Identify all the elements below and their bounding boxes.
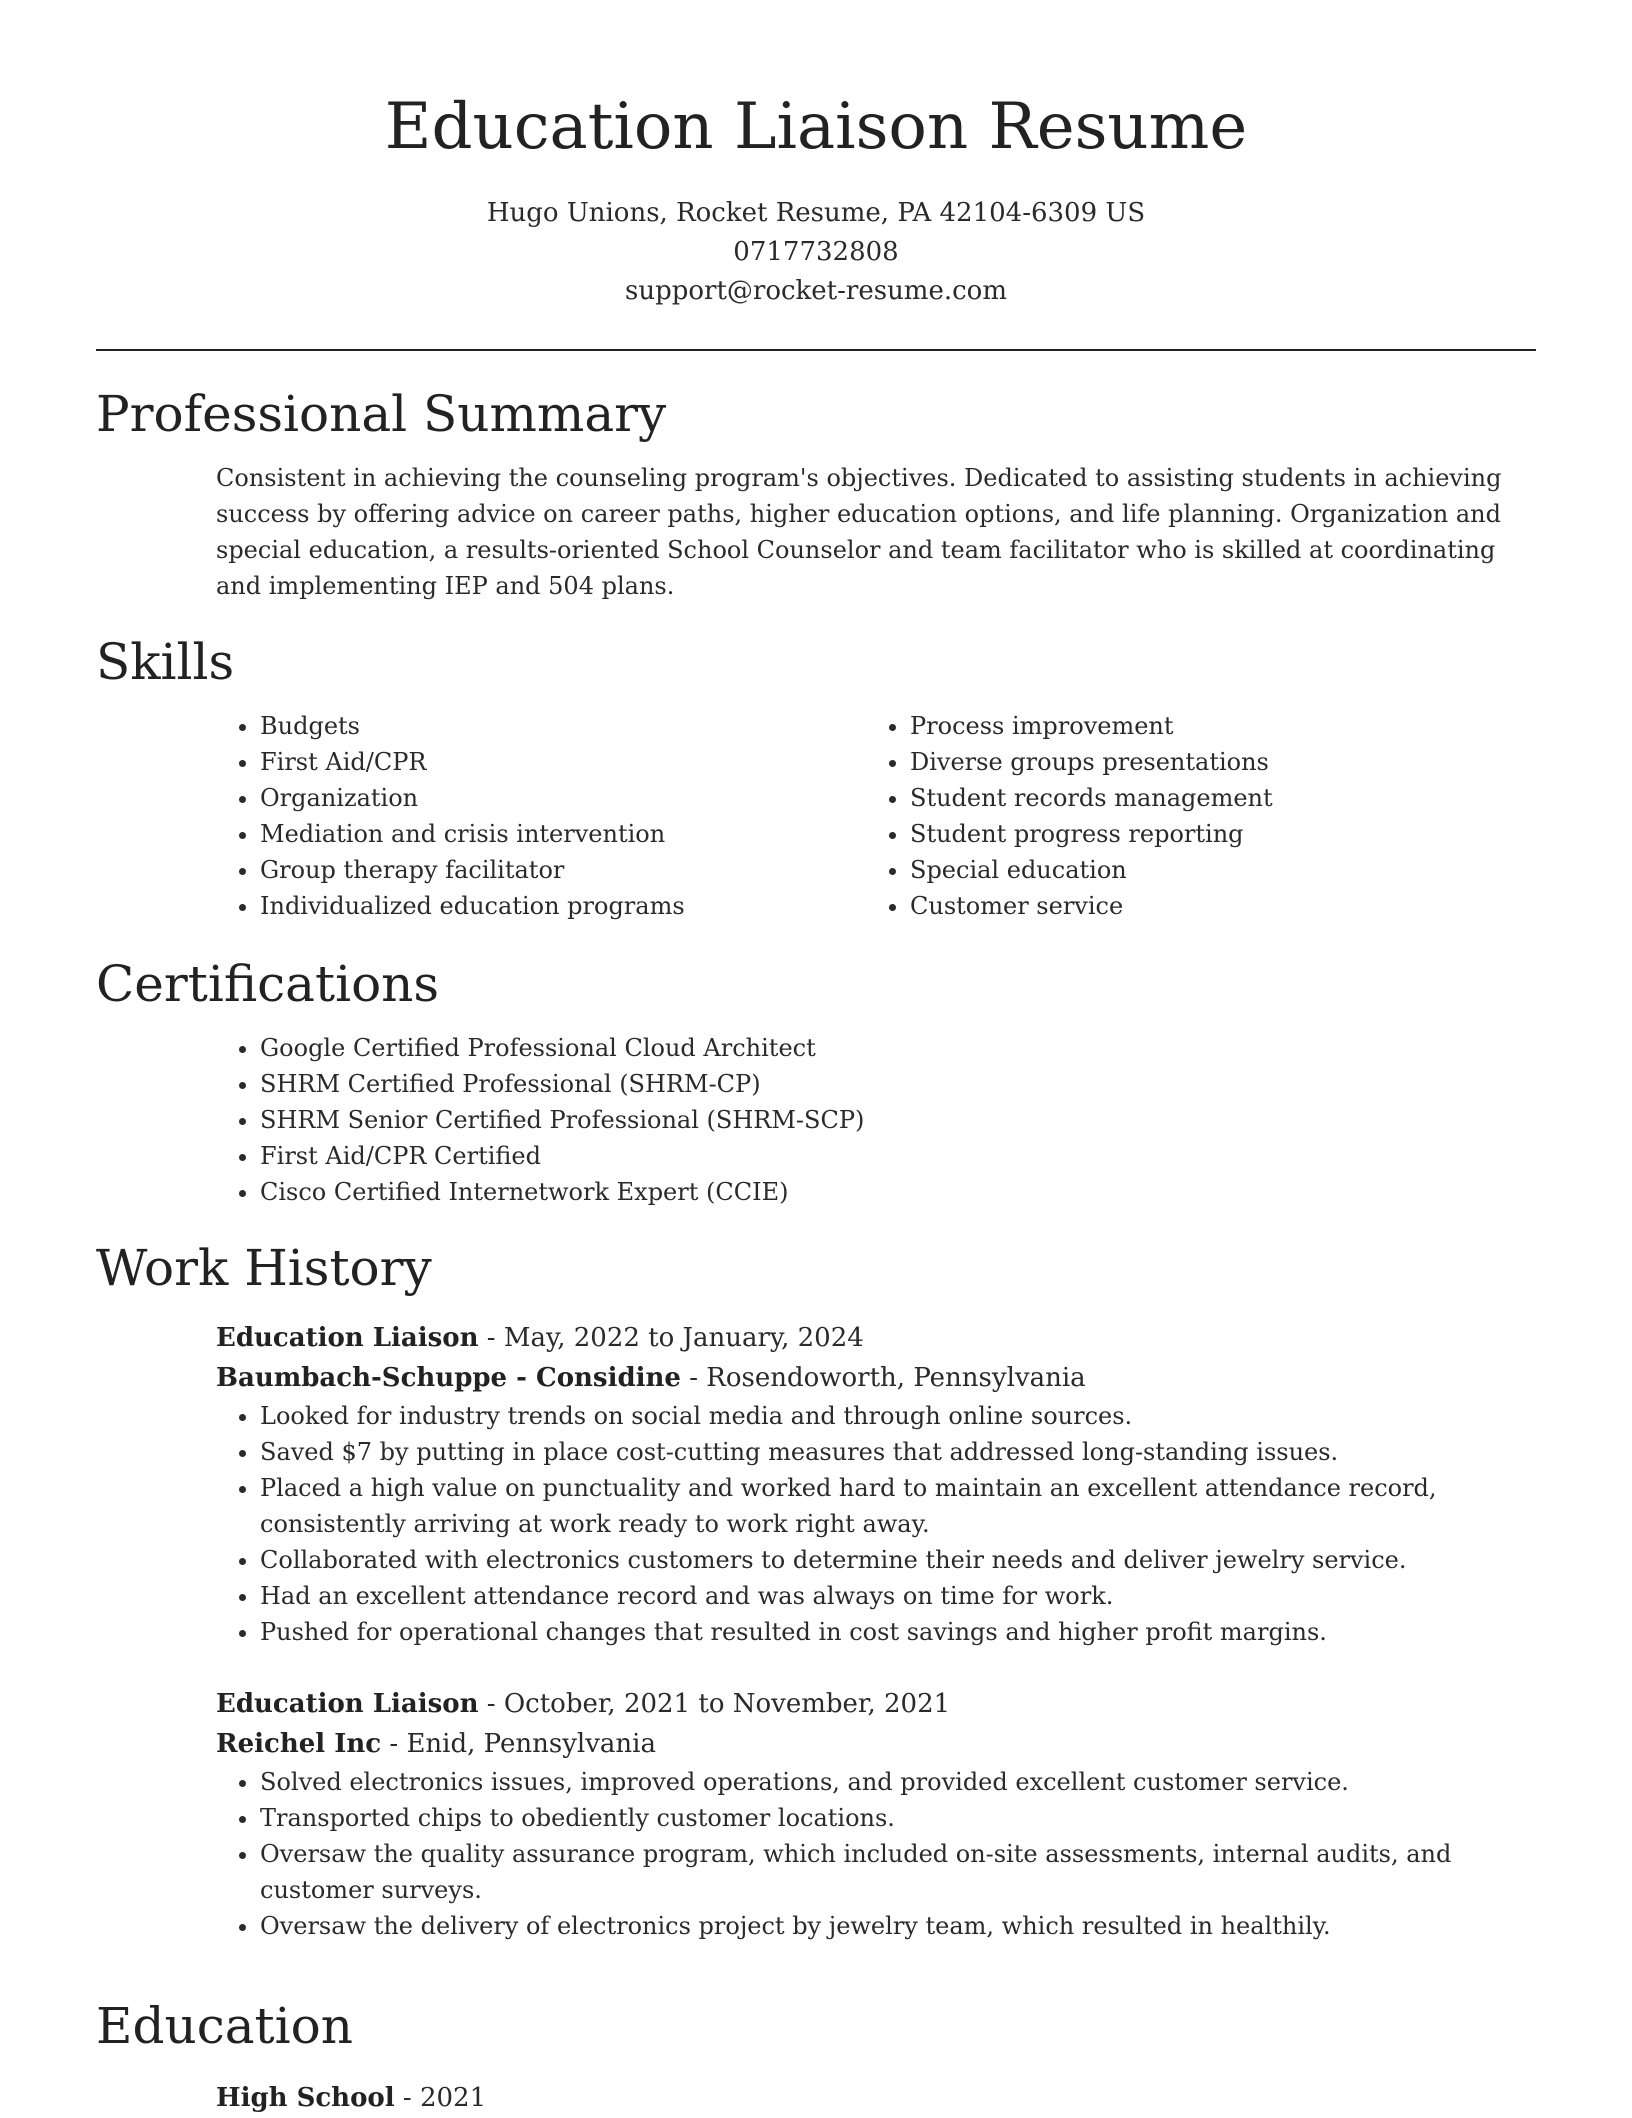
job-bullet: • Transported chips to obediently customer locations. [260, 1800, 1536, 1836]
work-history-heading: Work History [96, 1239, 432, 1297]
skill-item: • Process improvement [910, 708, 1516, 744]
job-title-line [216, 1318, 1536, 1358]
skill-item: • Budgets [260, 708, 866, 744]
job-title: Education Liaison [216, 1323, 479, 1353]
job-location: - Rosendoworth, Pennsylvania [680, 1363, 1086, 1393]
skills-heading: Skills [96, 633, 235, 691]
skill-item: • Organization [260, 780, 866, 816]
job-company: Reichel Inc [216, 1729, 382, 1759]
job-bullet: • Solved electronics issues, improved operations, and provided excellent customer service. [260, 1764, 1536, 1800]
certification-item: • First Aid/CPR Certified [260, 1138, 864, 1174]
contact-phone: 0717732808 [733, 237, 899, 267]
skill-item: • Diverse groups presentations [910, 744, 1516, 780]
skills-columns [216, 708, 1516, 924]
job-bullets [216, 1764, 1536, 1944]
certification-item: • SHRM Certified Professional (SHRM-CP) [260, 1066, 864, 1102]
skill-item: • Group therapy facilitator [260, 852, 866, 888]
skill-item: • Individualized education programs [260, 888, 866, 924]
education-degree: High School [216, 2083, 395, 2113]
job-bullet: • Had an excellent attendance record and was always on time for work. [260, 1578, 1536, 1614]
job-company-line [216, 1358, 1536, 1398]
certification-item: • SHRM Senior Certified Professional (SHRM-SCP) [260, 1102, 864, 1138]
education-year: - 2021 [394, 2083, 487, 2113]
skills-list-right [866, 708, 1516, 924]
contact-block [96, 194, 1536, 311]
certifications-heading: Certifications [96, 955, 440, 1013]
skills-list-left [216, 708, 866, 924]
resume-page [96, 0, 1536, 2113]
skills-column-left [216, 708, 866, 924]
job-dates: - May, 2022 to January, 2024 [478, 1323, 864, 1353]
resume-title: Education Liaison Resume [384, 90, 1248, 164]
summary-text: Consistent in achieving the counseling program's objectives. Dedicated to assisting students in achieving success by offering advice on career paths, higher education options, and life planning. Organization and special education, a results-oriented School Counselor and team facilitator who is skilled at coordinating and implementing IEP and 504 plans. [216, 464, 1502, 600]
skill-item: • Customer service [910, 888, 1516, 924]
work-history-section [96, 1238, 1536, 1944]
skills-column-right [866, 708, 1516, 924]
job-bullet: • Oversaw the delivery of electronics project by jewelry team, which resulted in healthily. [260, 1908, 1536, 1944]
education-section [96, 1996, 486, 2118]
education-heading: Education [96, 1997, 353, 2055]
resume-header [96, 0, 1536, 311]
certifications-body [216, 1030, 864, 1210]
certifications-section [96, 954, 864, 1210]
skill-item: • First Aid/CPR [260, 744, 866, 780]
job-location: - Enid, Pennsylvania [381, 1729, 656, 1759]
skill-item: • Mediation and crisis intervention [260, 816, 866, 852]
job-bullet: • Oversaw the quality assurance program, which included on-site assessments, internal audits, and customer surveys. [260, 1836, 1536, 1908]
job-bullet: • Saved $7 by putting in place cost-cutting measures that addressed long-standing issues. [260, 1434, 1536, 1470]
skill-item: • Student records management [910, 780, 1516, 816]
job-dates: - October, 2021 to November, 2021 [478, 1689, 951, 1719]
education-line [216, 2078, 486, 2118]
skills-section [96, 632, 1516, 924]
job-title-line [216, 1684, 1536, 1724]
job-entry [216, 1318, 1536, 1650]
job-company: Baumbach-Schuppe - Considine [216, 1363, 681, 1393]
job-bullets [216, 1398, 1536, 1650]
job-bullet: • Collaborated with electronics customers to determine their needs and deliver jewelry service. [260, 1542, 1536, 1578]
certification-item: • Cisco Certified Internetwork Expert (CCIE) [260, 1174, 864, 1210]
job-entry [216, 1684, 1536, 1944]
contact-email: support@rocket-resume.com [624, 276, 1007, 306]
job-bullet: • Looked for industry trends on social media and through online sources. [260, 1398, 1536, 1434]
skill-item: • Student progress reporting [910, 816, 1516, 852]
job-company-line [216, 1724, 1536, 1764]
summary-heading: Professional Summary [96, 385, 667, 443]
contact-address: Hugo Unions, Rocket Resume, PA 42104-6309 US [486, 198, 1146, 228]
header-divider [96, 349, 1536, 351]
certifications-list [216, 1030, 864, 1210]
summary-section [96, 384, 1536, 604]
education-entry [216, 2078, 486, 2118]
job-bullet: • Placed a high value on punctuality and worked hard to maintain an excellent attendance record, consistently arriving at work ready to work right away. [260, 1470, 1536, 1542]
certification-item: • Google Certified Professional Cloud Architect [260, 1030, 864, 1066]
job-bullet: • Pushed for operational changes that resulted in cost savings and higher profit margins. [260, 1614, 1536, 1650]
skill-item: • Special education [910, 852, 1516, 888]
job-title: Education Liaison [216, 1689, 479, 1719]
